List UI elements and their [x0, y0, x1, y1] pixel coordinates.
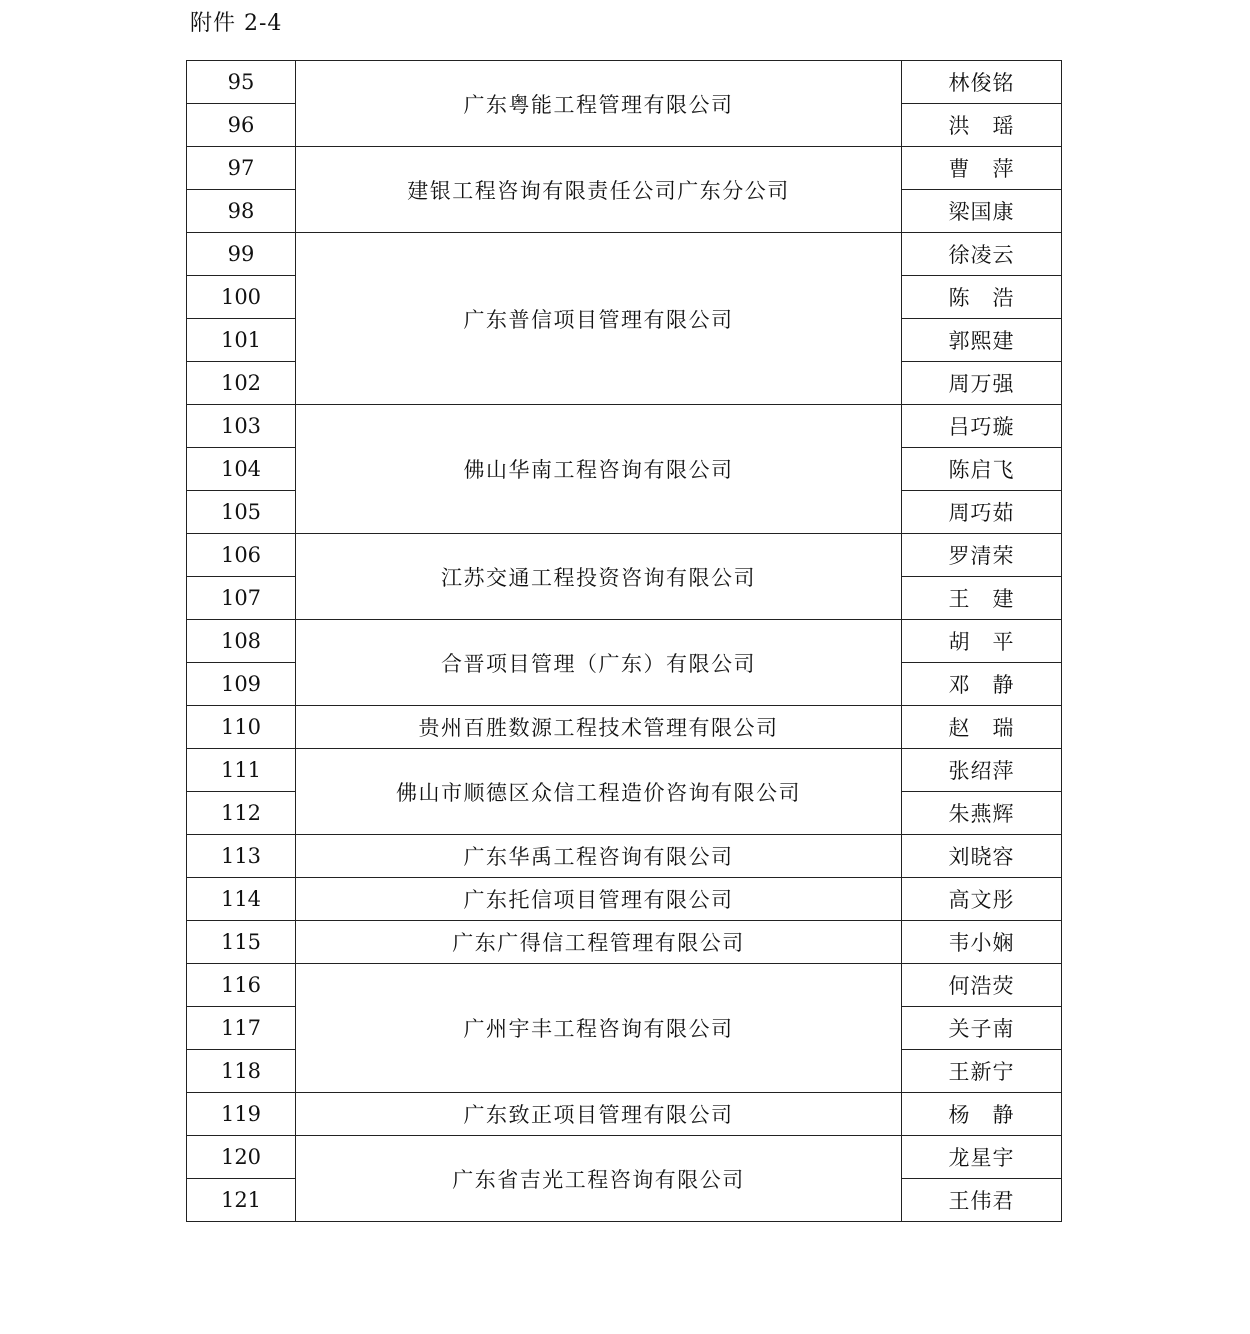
- row-number: 105: [187, 491, 296, 534]
- person-name: 胡 平: [902, 620, 1062, 663]
- person-name: 吕巧璇: [902, 405, 1062, 448]
- row-number: 118: [187, 1050, 296, 1093]
- company-name: 建银工程咨询有限责任公司广东分公司: [296, 147, 902, 233]
- table-row: [187, 878, 1062, 921]
- roster-body: [187, 61, 1062, 1222]
- person-name: 高文彤: [902, 878, 1062, 921]
- row-number: 102: [187, 362, 296, 405]
- person-name: 周万强: [902, 362, 1062, 405]
- company-name: 广东华禹工程咨询有限公司: [296, 835, 902, 878]
- company-name: 广东普信项目管理有限公司: [296, 233, 902, 405]
- company-name: 广东广得信工程管理有限公司: [296, 921, 902, 964]
- row-number: 98: [187, 190, 296, 233]
- person-name: 邓 静: [902, 663, 1062, 706]
- table-row: [187, 835, 1062, 878]
- row-number: 104: [187, 448, 296, 491]
- row-number: 114: [187, 878, 296, 921]
- company-name: 广州宇丰工程咨询有限公司: [296, 964, 902, 1093]
- person-name: 韦小娴: [902, 921, 1062, 964]
- person-name: 陈 浩: [902, 276, 1062, 319]
- row-number: 95: [187, 61, 296, 104]
- row-number: 112: [187, 792, 296, 835]
- person-name: 徐凌云: [902, 233, 1062, 276]
- row-number: 101: [187, 319, 296, 362]
- table-row: [187, 61, 1062, 104]
- row-number: 106: [187, 534, 296, 577]
- company-name: 广东粤能工程管理有限公司: [296, 61, 902, 147]
- row-number: 113: [187, 835, 296, 878]
- person-name: 王 建: [902, 577, 1062, 620]
- company-name: 贵州百胜数源工程技术管理有限公司: [296, 706, 902, 749]
- table-row: [187, 1093, 1062, 1136]
- person-name: 朱燕辉: [902, 792, 1062, 835]
- table-row: [187, 534, 1062, 577]
- company-name: 佛山华南工程咨询有限公司: [296, 405, 902, 534]
- row-number: 117: [187, 1007, 296, 1050]
- person-name: 陈启飞: [902, 448, 1062, 491]
- row-number: 100: [187, 276, 296, 319]
- person-name: 王伟君: [902, 1179, 1062, 1222]
- table-row: [187, 749, 1062, 792]
- person-name: 周巧茹: [902, 491, 1062, 534]
- person-name: 曹 萍: [902, 147, 1062, 190]
- person-name: 杨 静: [902, 1093, 1062, 1136]
- row-number: 97: [187, 147, 296, 190]
- table-row: [187, 147, 1062, 190]
- company-name: 佛山市顺德区众信工程造价咨询有限公司: [296, 749, 902, 835]
- person-name: 郭熙建: [902, 319, 1062, 362]
- company-name: 广东托信项目管理有限公司: [296, 878, 902, 921]
- table-row: [187, 921, 1062, 964]
- person-name: 王新宁: [902, 1050, 1062, 1093]
- person-name: 罗清荣: [902, 534, 1062, 577]
- person-name: 刘晓容: [902, 835, 1062, 878]
- row-number: 121: [187, 1179, 296, 1222]
- roster-table: [186, 60, 1062, 1222]
- person-name: 何浩荧: [902, 964, 1062, 1007]
- row-number: 109: [187, 663, 296, 706]
- row-number: 108: [187, 620, 296, 663]
- person-name: 洪 瑶: [902, 104, 1062, 147]
- table-row: [187, 405, 1062, 448]
- person-name: 林俊铭: [902, 61, 1062, 104]
- attachment-header: 附件 2-4: [190, 11, 283, 36]
- row-number: 96: [187, 104, 296, 147]
- person-name: 龙星宇: [902, 1136, 1062, 1179]
- row-number: 115: [187, 921, 296, 964]
- row-number: 99: [187, 233, 296, 276]
- person-name: 张绍萍: [902, 749, 1062, 792]
- row-number: 110: [187, 706, 296, 749]
- row-number: 103: [187, 405, 296, 448]
- person-name: 关子南: [902, 1007, 1062, 1050]
- row-number: 119: [187, 1093, 296, 1136]
- row-number: 116: [187, 964, 296, 1007]
- row-number: 120: [187, 1136, 296, 1179]
- row-number: 107: [187, 577, 296, 620]
- company-name: 合晋项目管理（广东）有限公司: [296, 620, 902, 706]
- person-name: 赵 瑞: [902, 706, 1062, 749]
- table-row: [187, 620, 1062, 663]
- table-row: [187, 964, 1062, 1007]
- table-row: [187, 233, 1062, 276]
- person-name: 梁国康: [902, 190, 1062, 233]
- company-name: 广东省吉光工程咨询有限公司: [296, 1136, 902, 1222]
- company-name: 江苏交通工程投资咨询有限公司: [296, 534, 902, 620]
- table-row: [187, 706, 1062, 749]
- table-row: [187, 1136, 1062, 1179]
- company-name: 广东致正项目管理有限公司: [296, 1093, 902, 1136]
- row-number: 111: [187, 749, 296, 792]
